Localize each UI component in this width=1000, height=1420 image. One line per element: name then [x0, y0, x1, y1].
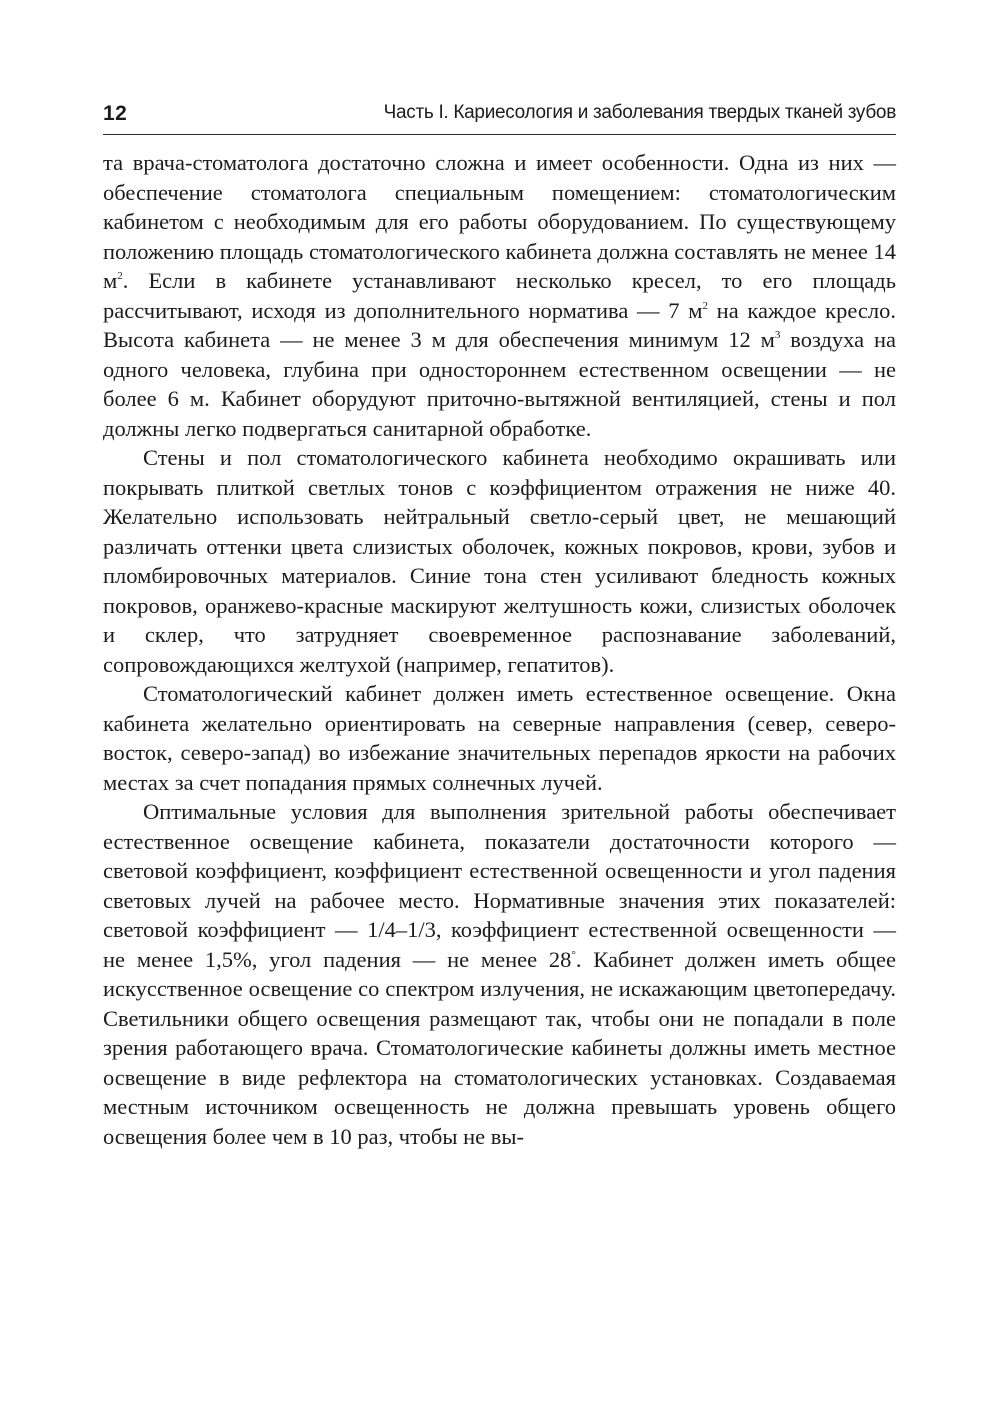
paragraph-text: . Кабинет должен иметь общее искусственное освещение со спектром излучения, не искажающим цветопередачу. Светильники общего освещения размещают так, чтобы они не попадали в поле зрения работающего врача. Стоматологические кабинеты должны иметь местное освещение в виде рефлектора на стоматологических установках. Создаваемая местным источником освещенность не должна превышать уровень общего освещения более чем в 10 раз, чтобы не вы-	[103, 946, 896, 1149]
paragraph-text: воздуха на одного человека, глубина при одностороннем естественном освещении — не более 6 м. Кабинет оборудуют приточно-вытяжной вентиляцией, стены и пол должны легко подвергаться санитарной обработке.	[103, 327, 897, 441]
paragraph-text: . Если в кабинете устанавливают несколько кресел, то его площадь рассчитывают, исходя из дополнительного норматива — 7 м	[103, 268, 896, 323]
superscript-squared: 2	[117, 270, 123, 282]
paragraph-optimal-conditions	[103, 797, 896, 1151]
superscript-squared: 2	[702, 299, 708, 312]
paragraph-wall-colors: Стены и пол стоматологического кабинета необходимо окрашивать или покрывать плиткой светлых тонов с коэффициентом отражения не ниже 40. Желательно использовать нейтральный светло-серый цвет, не мешающий различать оттенки цвета слизистых оболочек, кожных покровов, крови, зубов и пломбировочных материалов. Синие тона стен усиливают бледность кожных покровов, оранжево-красные маскируют желтушность кожи, слизистых оболочек и склер, что затрудняет своевременное распознавание заболеваний, сопровождающихся желтухой (например, гепатитов).	[103, 445, 896, 677]
degree-sign: °	[571, 948, 576, 961]
header-divider	[103, 134, 896, 135]
body-text	[103, 148, 896, 1151]
superscript-cubed: 3	[774, 329, 781, 341]
paragraph-continuation	[103, 148, 896, 443]
paragraph-natural-lighting: Стоматологический кабинет должен иметь естественное освещение. Окна кабинета желательно ориентировать на северные направления (север, северо-восток, северо-запад) во избежание значительных перепадов яркости на рабочих местах за счет попадания прямых солнечных лучей.	[103, 681, 896, 795]
paragraph-text: та врача-стоматолога достаточно сложна и имеет особенности. Одна из них — обеспечение стоматолога специальным помещением: стоматологическим кабинетом с необходимым для его работы оборудованием. По существующему положению площадь стоматологического кабинета должна составлять не менее 14 м	[103, 150, 896, 293]
page-header	[103, 96, 896, 132]
page-number: 12	[103, 102, 128, 125]
running-title: Часть I. Кариесология и заболевания твердых тканей зубов	[383, 102, 896, 123]
paragraph-text: на каждое кресло. Высота кабинета — не менее 3 м для обеспечения минимум 12 м	[103, 297, 896, 352]
paragraph-text: Оптимальные условия для выполнения зрительной работы обеспечивает естественное освещение кабинета, показатели достаточности которого — световой коэффициент, коэффициент естественной освещенности и угол падения световых лучей на рабочее место. Нормативные значения этих показателей: световой коэффициент — 1/4–1/3, коэффициент естественной освещенности — не менее 1,5%, угол падения — не менее 28	[103, 799, 896, 972]
